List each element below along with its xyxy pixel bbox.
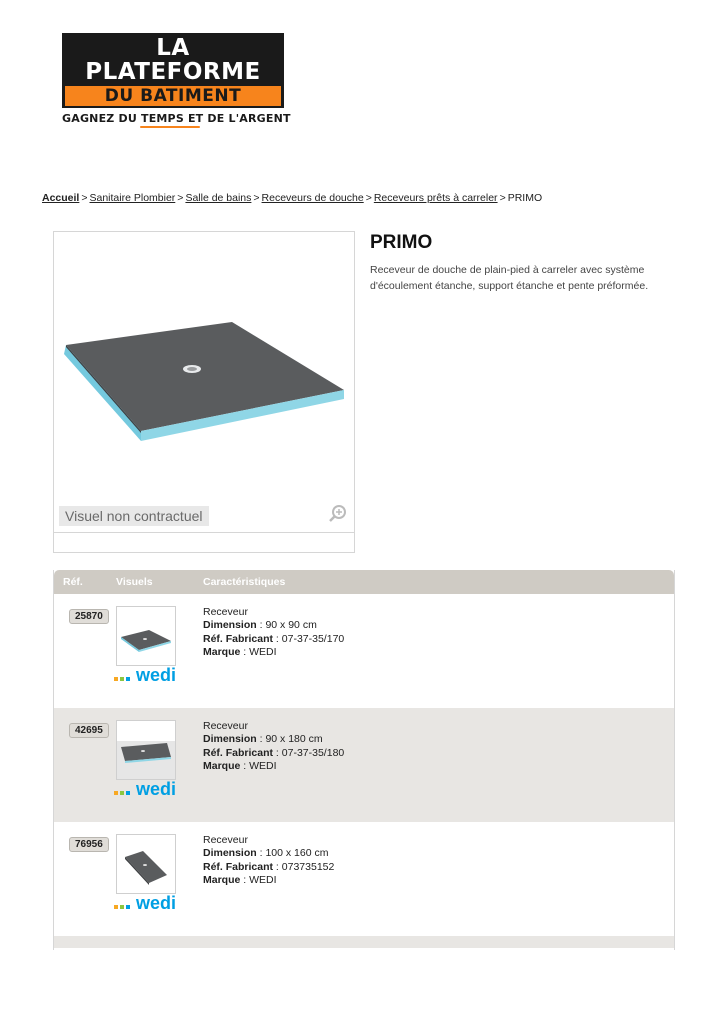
spec-label: Marque xyxy=(203,760,241,773)
spec-dimension xyxy=(203,847,334,860)
spec-marque xyxy=(203,874,334,887)
breadcrumb-item[interactable]: Sanitaire Plombier xyxy=(89,192,176,204)
spec-marque xyxy=(203,646,344,659)
spec-value: 07-37-35/180 xyxy=(281,746,345,759)
logo-line2: DU BATIMENT xyxy=(65,86,281,106)
svg-text:wedi: wedi xyxy=(136,894,177,912)
spec-label: Dimension xyxy=(203,733,257,746)
product-title: PRIMO xyxy=(370,232,433,253)
breadcrumb xyxy=(42,192,542,204)
spec-value: WEDI xyxy=(249,646,277,659)
svg-text:wedi: wedi xyxy=(136,780,177,798)
spec-label: Réf. Fabricant xyxy=(203,860,274,873)
table-row-tail xyxy=(54,936,674,948)
spec-separator: : xyxy=(256,619,266,632)
spec-ref-fabricant xyxy=(203,747,344,760)
breadcrumb-item[interactable]: Salle de bains xyxy=(185,192,252,204)
ref-badge[interactable]: 25870 xyxy=(69,609,109,624)
specs xyxy=(203,834,334,888)
spec-separator: : xyxy=(240,646,250,659)
table-header xyxy=(54,570,674,594)
spec-label: Marque xyxy=(203,646,241,659)
spec-separator: : xyxy=(273,746,282,759)
spec-separator: : xyxy=(273,860,282,873)
logo-underline xyxy=(140,126,200,128)
spec-dimension xyxy=(203,733,344,746)
site-logo[interactable] xyxy=(62,33,291,128)
zoom-icon[interactable] xyxy=(328,504,348,524)
spec-ref-fabricant xyxy=(203,633,344,646)
spec-value: WEDI xyxy=(249,874,277,887)
breadcrumb-item[interactable]: Receveurs prêts à carreler xyxy=(373,192,498,204)
logo-tagline: GAGNEZ DU TEMPS ET DE L'ARGENT xyxy=(62,112,291,125)
product-thumbnail[interactable] xyxy=(116,606,176,666)
spec-type: Receveur xyxy=(203,606,248,618)
specs xyxy=(203,606,344,660)
breadcrumb-current: PRIMO xyxy=(507,192,543,204)
header-specs: Caractéristiques xyxy=(203,576,286,588)
image-disclaimer: Visuel non contractuel xyxy=(59,506,209,526)
breadcrumb-separator: > xyxy=(499,192,506,204)
spec-marque xyxy=(203,760,344,773)
spec-type: Receveur xyxy=(203,834,248,846)
header-ref: Réf. xyxy=(63,576,83,588)
spec-value: WEDI xyxy=(249,760,277,773)
spec-value: 90 x 180 cm xyxy=(265,733,323,746)
spec-value: 073735152 xyxy=(281,860,335,873)
product-description: Receveur de douche de plain-pied à carreler avec système d'écoulement étanche, support étanche et pente préformée. xyxy=(370,264,649,292)
wedi-logo xyxy=(114,666,196,684)
logo-box xyxy=(62,33,284,108)
spec-label: Réf. Fabricant xyxy=(203,632,274,645)
spec-separator: : xyxy=(240,874,250,887)
spec-separator: : xyxy=(256,847,266,860)
breadcrumb-separator: > xyxy=(81,192,88,204)
spec-value: 100 x 160 cm xyxy=(265,847,329,860)
spec-label: Dimension xyxy=(203,619,257,632)
spec-label: Marque xyxy=(203,874,241,887)
spec-type: Receveur xyxy=(203,720,248,732)
table-row[interactable] xyxy=(54,822,674,936)
wedi-logo xyxy=(114,894,196,912)
specs xyxy=(203,720,344,774)
product-variants-table xyxy=(53,570,675,950)
logo-line1: LA PLATEFORME xyxy=(85,35,261,85)
spec-value: 07-37-35/170 xyxy=(281,632,345,645)
spec-dimension xyxy=(203,619,344,632)
spec-separator: : xyxy=(273,632,282,645)
table-row[interactable] xyxy=(54,708,674,822)
header-visuals: Visuels xyxy=(116,576,153,588)
breadcrumb-item[interactable]: Receveurs de douche xyxy=(261,192,364,204)
spec-label: Dimension xyxy=(203,847,257,860)
product-thumbnail[interactable] xyxy=(116,834,176,894)
product-thumbnail[interactable] xyxy=(116,720,176,780)
spec-separator: : xyxy=(256,733,266,746)
spec-ref-fabricant xyxy=(203,861,334,874)
spec-value: 90 x 90 cm xyxy=(265,619,317,632)
ref-badge[interactable]: 76956 xyxy=(69,837,109,852)
image-divider xyxy=(54,532,354,533)
product-image-frame[interactable] xyxy=(53,231,355,553)
spec-separator: : xyxy=(240,760,250,773)
wedi-logo xyxy=(114,780,196,798)
shower-tray-image xyxy=(54,232,354,532)
spec-label: Réf. Fabricant xyxy=(203,746,274,759)
breadcrumb-separator: > xyxy=(253,192,260,204)
ref-badge[interactable]: 42695 xyxy=(69,723,109,738)
svg-text:wedi: wedi xyxy=(136,666,177,684)
table-row[interactable] xyxy=(54,594,674,708)
breadcrumb-home[interactable]: Accueil xyxy=(42,192,80,204)
breadcrumb-separator: > xyxy=(365,192,372,204)
breadcrumb-separator: > xyxy=(177,192,184,204)
